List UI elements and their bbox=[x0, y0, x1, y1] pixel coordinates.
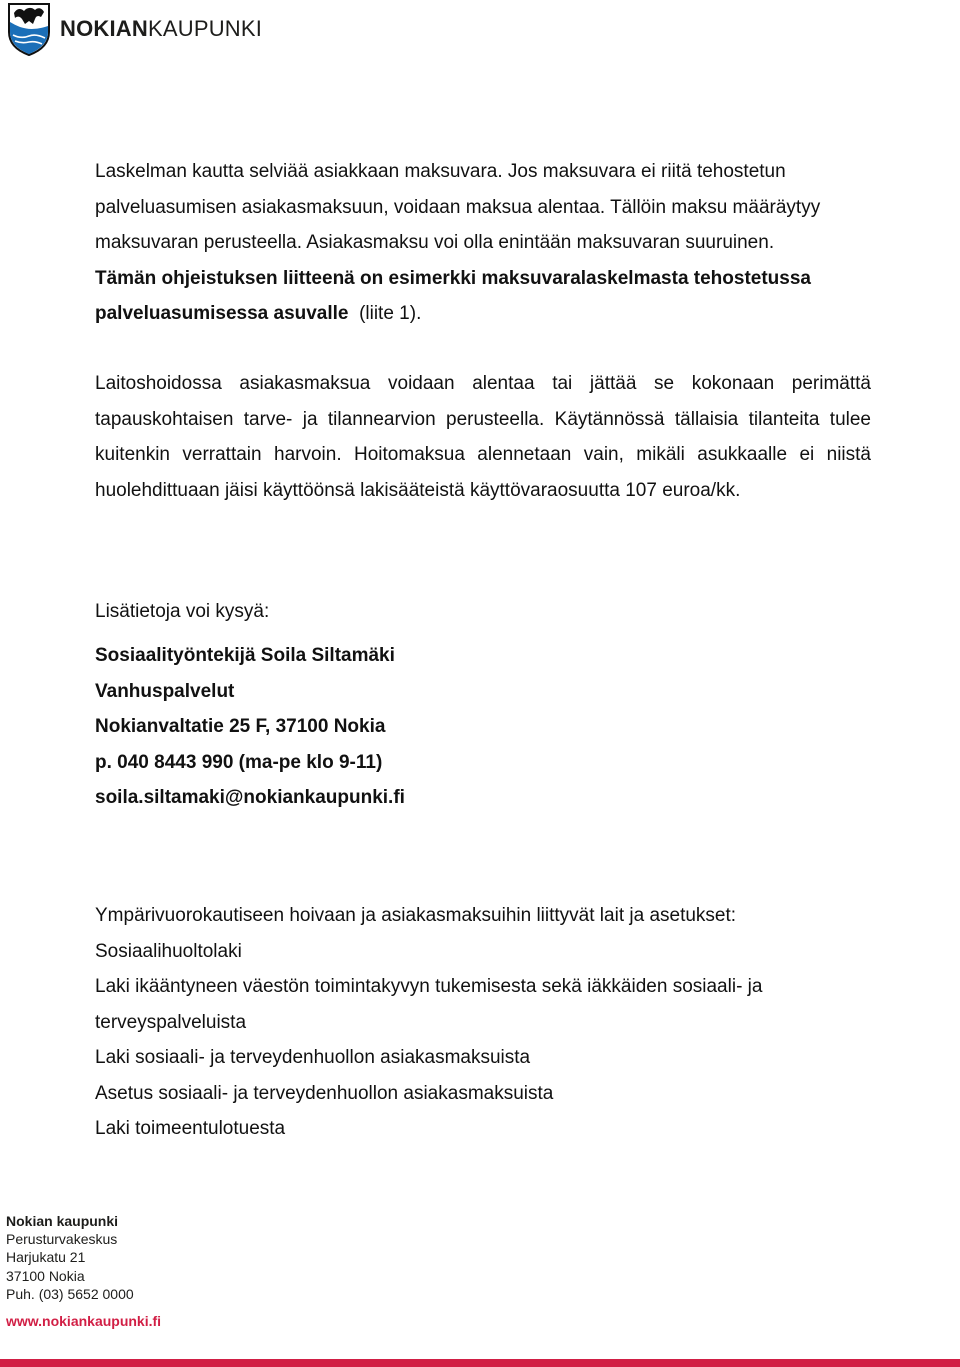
laws-section bbox=[95, 898, 871, 1147]
footer-accent-bar bbox=[0, 1359, 960, 1367]
law-item: Laki toimeentulotuesta bbox=[95, 1118, 286, 1139]
contact-block bbox=[95, 638, 405, 816]
contact-phone: p. 040 8443 990 (ma-pe klo 9-11) bbox=[95, 751, 383, 773]
brand-wordmark bbox=[60, 16, 262, 42]
contact-address: Nokianvaltatie 25 F, 37100 Nokia bbox=[95, 716, 386, 737]
footer bbox=[6, 1212, 161, 1330]
attachment-reference: (liite 1). bbox=[359, 303, 422, 324]
law-item: terveyspalveluista bbox=[95, 1011, 247, 1033]
law-item: Asetus sosiaali- ja terveydenhuollon asiakasmaksuista bbox=[95, 1082, 554, 1104]
law-item: Laki sosiaali- ja terveydenhuollon asiakasmaksuista bbox=[95, 1047, 531, 1068]
footer-phone: Puh. (03) 5652 0000 bbox=[6, 1285, 134, 1302]
paragraph-payment-capacity bbox=[95, 154, 871, 332]
law-item: Sosiaalihuoltolaki bbox=[95, 940, 242, 962]
contact-name: Sosiaalityöntekijä Soila Siltamäki bbox=[95, 645, 395, 666]
header bbox=[6, 2, 262, 56]
paragraph-line: maksuvaran perusteella. Asiakasmaksu voi olla enintään maksuvaran suuruinen. bbox=[95, 232, 775, 253]
nokia-coat-of-arms-icon bbox=[6, 2, 52, 56]
paragraph-line-bold: palveluasumisessa asuvalle bbox=[95, 303, 349, 324]
contact-unit: Vanhuspalvelut bbox=[95, 680, 235, 702]
paragraph-line: palveluasumisen asiakasmaksuun, voidaan maksua alentaa. Tällöin maksu määräytyy bbox=[95, 196, 821, 218]
brand-bold: NOKIAN bbox=[60, 16, 148, 41]
paragraph-line: Laskelman kautta selviää asiakkaan maksuvara. Jos maksuvara ei riitä tehostetun bbox=[95, 161, 786, 182]
footer-city: 37100 Nokia bbox=[6, 1267, 85, 1284]
contact-email: soila.siltamaki@nokiankaupunki.fi bbox=[95, 787, 405, 808]
footer-dept: Perusturvakeskus bbox=[6, 1231, 118, 1248]
footer-org: Nokian kaupunki bbox=[6, 1213, 119, 1229]
footer-website-link[interactable]: www.nokiankaupunki.fi bbox=[6, 1313, 162, 1330]
laws-heading: Ympärivuorokautiseen hoivaan ja asiakasmaksuihin liittyvät lait ja asetukset: bbox=[95, 905, 737, 926]
law-item: Laki ikääntyneen väestön toimintakyvyn tukemisesta sekä iäkkäiden sosiaali- ja bbox=[95, 976, 763, 997]
brand-light: KAUPUNKI bbox=[147, 16, 263, 41]
info-heading: Lisätietoja voi kysyä: bbox=[95, 601, 270, 622]
paragraph-line-bold: Tämän ohjeistuksen liitteenä on esimerkki maksuvaralaskelmasta tehostetussa bbox=[95, 267, 811, 289]
footer-street: Harjukatu 21 bbox=[6, 1249, 86, 1266]
paragraph-institutional-care: Laitoshoidossa asiakasmaksua voidaan alentaa tai jättää se kokonaan perimättä tapauskohtaisen tarve- ja tilannearvion perusteella. Käytännössä tällaisia tilanteita tulee kuitenkin verrattain harvoin. Hoitomaksua alennetaan vain, mikäli asukkaalle ei niistä huolehdittuaan jäisi käyttöönsä lakisääteistä käyttövaraosuutta 107 euroa/kk. bbox=[95, 373, 871, 501]
